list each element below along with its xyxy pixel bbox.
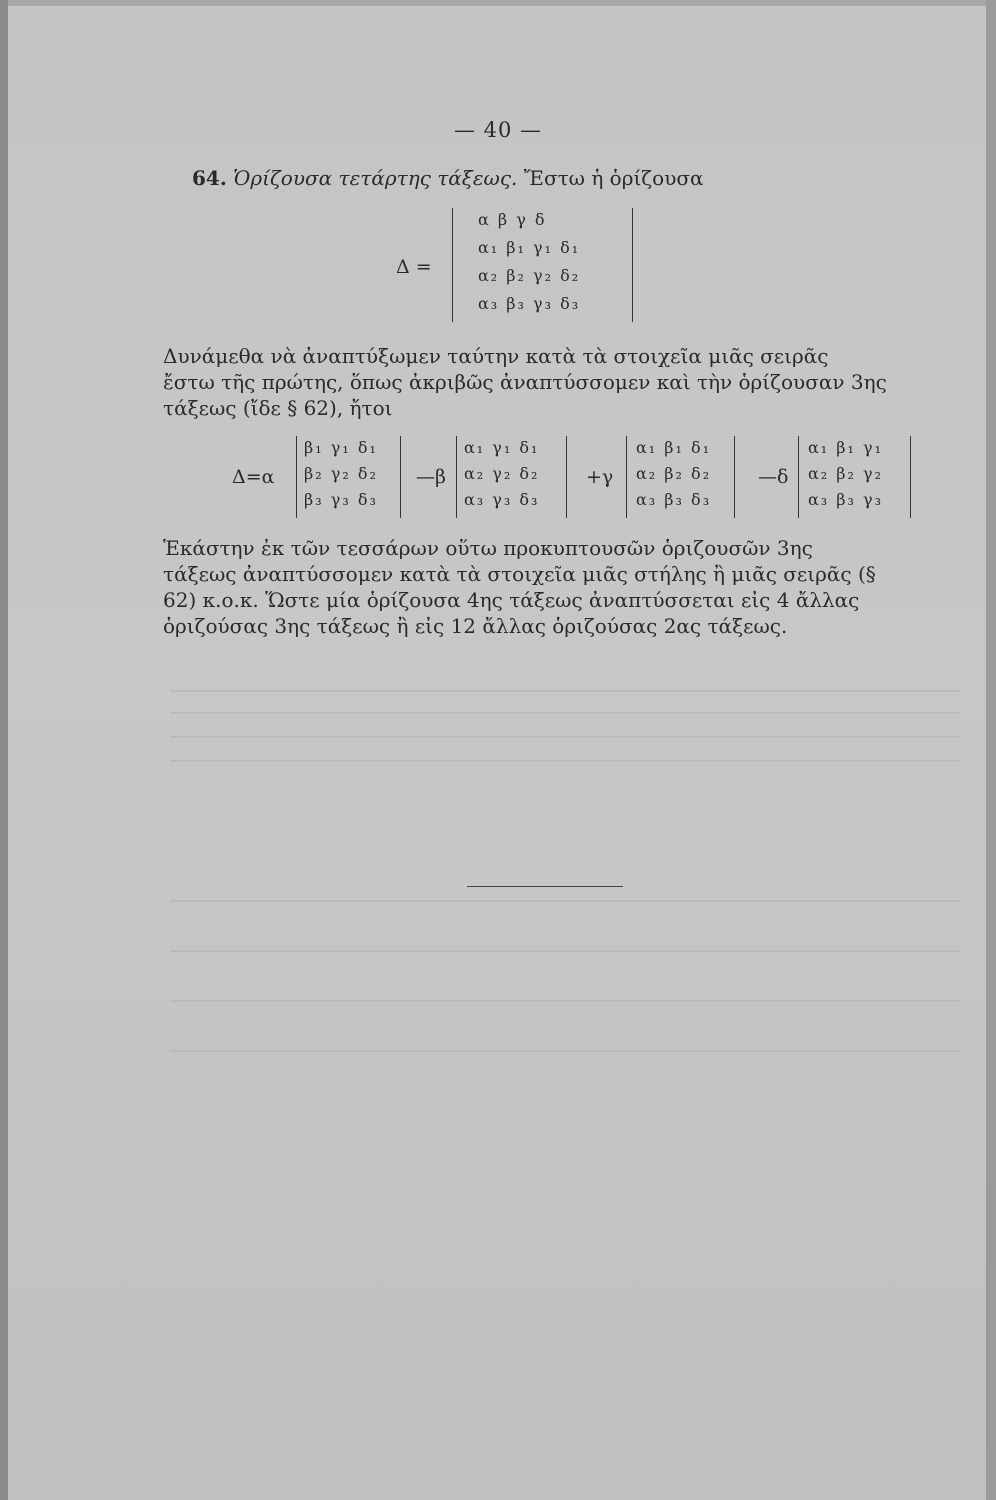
determinant-left-bar: [452, 208, 453, 322]
paragraph-1: [163, 343, 958, 421]
text-line: τάξεως ἀναπτύσσομεν κατὰ τὰ στοιχεῖα μιᾶς στήλης ἢ μιᾶς σειρᾶς (§: [163, 562, 876, 586]
term-sign: —β: [416, 466, 446, 488]
matrix-row: α₃ β₃ γ₃ δ₃: [478, 294, 581, 313]
main-determinant: [452, 208, 642, 322]
bleed-through: [170, 760, 960, 762]
matrix-row: β₃ γ₃ δ₃: [304, 490, 378, 509]
page-number: — 40 —: [453, 118, 543, 142]
text-line: ἔστω τῆς πρώτης, ὅπως ἀκριβῶς ἀναπτύσσομεν καὶ τὴν ὁρίζουσαν 3ης: [163, 370, 887, 394]
text-line: τάξεως (ἴδε § 62), ἤτοι: [163, 396, 393, 420]
matrix-row: α₁ β₁ γ₁ δ₁: [478, 238, 581, 257]
determinant-right-bar: [632, 208, 633, 322]
matrix-row: α₁ γ₁ δ₁: [464, 438, 540, 457]
text-line: Ἑκάστην ἐκ τῶν τεσσάρων οὕτω προκυπτουσῶν ὁριζουσῶν 3ης: [163, 536, 813, 560]
determinant-left-bar: [798, 436, 799, 518]
determinant-left-bar: [296, 436, 297, 518]
minor-determinant: [296, 436, 408, 518]
determinant-right-bar: [910, 436, 911, 518]
page-edge-left: [0, 0, 8, 1500]
page-edge-top: [0, 0, 996, 6]
bleed-through: [170, 712, 960, 714]
matrix-row: α β γ δ: [478, 210, 547, 229]
determinant-right-bar: [566, 436, 567, 518]
determinant-left-bar: [456, 436, 457, 518]
text-line: 62) κ.ο.κ. Ὥστε μία ὁρίζουσα 4ης τάξεως ἀναπτύσσεται εἰς 4 ἄλλας: [163, 588, 860, 612]
text-line: ὁριζούσας 3ης τάξεως ἢ εἰς 12 ἄλλας ὁριζούσας 2ας τάξεως.: [163, 614, 788, 638]
minor-determinant: [626, 436, 740, 518]
determinant-right-bar: [734, 436, 735, 518]
bleed-through: [170, 736, 960, 738]
bleed-through: [170, 1050, 960, 1052]
bleed-through: [170, 1000, 960, 1002]
matrix-row: α₃ γ₃ δ₃: [464, 490, 540, 509]
section-end-rule: [467, 886, 623, 887]
matrix-row: α₂ γ₂ δ₂: [464, 464, 540, 483]
minor-determinant: [798, 436, 914, 518]
matrix-row: α₃ β₃ δ₃: [636, 490, 712, 509]
matrix-row: α₁ β₁ γ₁: [808, 438, 884, 457]
minor-determinant: [456, 436, 570, 518]
matrix-row: α₂ β₂ γ₂: [808, 464, 884, 483]
section-heading: [192, 166, 704, 190]
text-line: Δυνάμεθα νὰ ἀναπτύξωμεν ταύτην κατὰ τὰ στοιχεῖα μιᾶς σειρᾶς: [163, 344, 829, 368]
matrix-row: α₃ β₃ γ₃: [808, 490, 884, 509]
determinant-right-bar: [400, 436, 401, 518]
term-sign: —δ: [758, 466, 789, 488]
page-edge-right: [986, 0, 996, 1500]
matrix-row: α₂ β₂ γ₂ δ₂: [478, 266, 581, 285]
bleed-through: [170, 950, 960, 952]
section-number: 64.: [192, 166, 227, 190]
determinant-left-bar: [626, 436, 627, 518]
bleed-through: [170, 690, 960, 692]
matrix-row: β₂ γ₂ δ₂: [304, 464, 378, 483]
delta-label: Δ =: [396, 256, 432, 278]
section-intro: Ἔστω ἡ ὁρίζουσα: [523, 166, 704, 190]
matrix-row: α₂ β₂ δ₂: [636, 464, 712, 483]
matrix-row: α₁ β₁ δ₁: [636, 438, 712, 457]
paragraph-2: [163, 535, 958, 639]
expansion-lead: Δ=α: [232, 466, 275, 488]
bleed-through: [170, 900, 960, 902]
term-sign: +γ: [586, 466, 614, 488]
matrix-row: β₁ γ₁ δ₁: [304, 438, 378, 457]
section-title: Ὁρίζουσα τετάρτης τάξεως.: [233, 166, 518, 190]
